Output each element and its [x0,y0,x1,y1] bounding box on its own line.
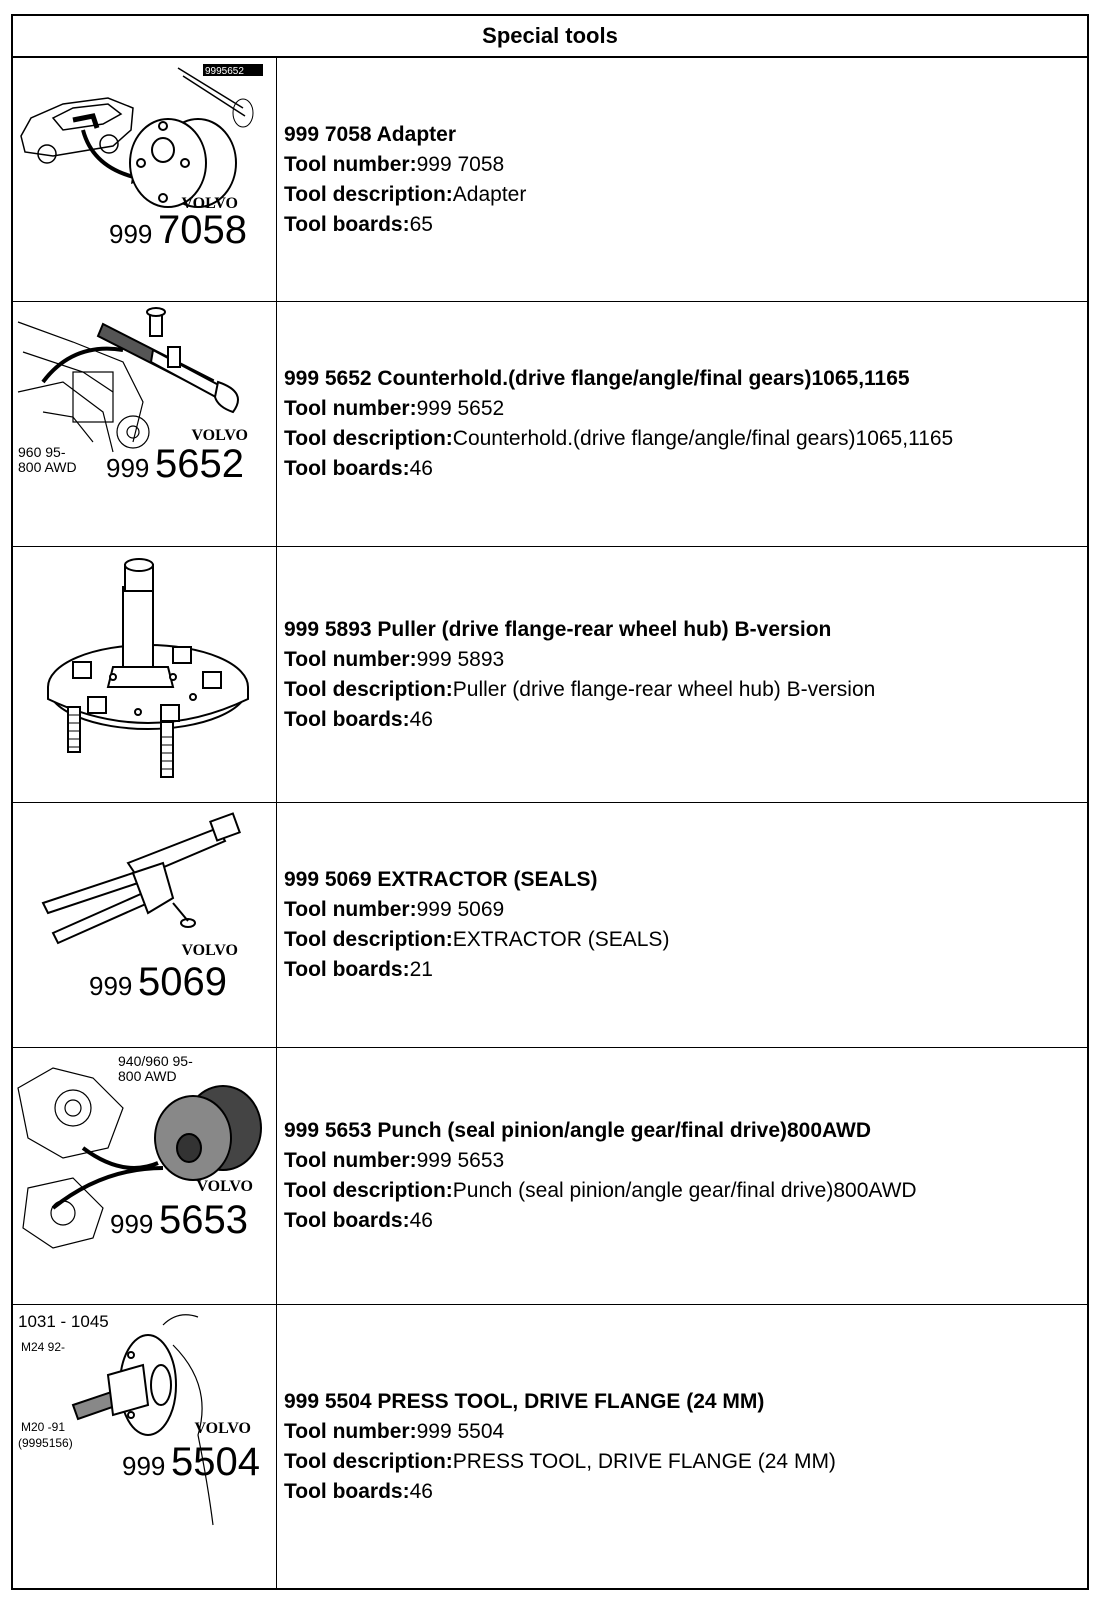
tool-info [277,803,1087,1047]
tool-heading: 999 5652 Counterhold.(drive flange/angle/final gears)1065,1165 [284,367,910,390]
tool-illustration-counterhold [13,302,277,546]
volvo-brand-label: VOLVO [196,1178,253,1195]
tool-description-value: Punch (seal pinion/angle gear/final drive)800AWD [452,1179,917,1202]
car-icon [21,98,133,163]
tool-info [277,1048,1087,1304]
extractor-icon [43,813,240,943]
page-title: Special tools [13,16,1087,58]
tool-row [13,58,1087,301]
tool-heading: 999 5504 PRESS TOOL, DRIVE FLANGE (24 MM) [284,1389,765,1413]
tool-code-suffix: 5652 [155,442,244,486]
model-note-2: 800 AWD [118,1068,177,1084]
tool-number-value: 999 5069 [416,898,505,921]
tool-description-label: Tool description: [284,427,453,450]
tool-description-value: PRESS TOOL, DRIVE FLANGE (24 MM) [452,1449,836,1473]
tool-number-value: 999 5504 [416,1419,505,1443]
volvo-brand-label: VOLVO [191,427,248,444]
tool-code-prefix: 999 [109,219,153,249]
tool-boards-value: 46 [409,457,433,480]
tool-info [277,302,1087,546]
tool-boards-value: 65 [409,212,433,236]
tool-number-label: Tool number: [284,152,417,176]
tool-code-prefix: 999 [89,971,133,1001]
tool-description-value: Adapter [452,182,527,206]
tool-description-label: Tool description: [284,677,453,701]
tool-info [277,1305,1087,1588]
tool-boards-value: 46 [409,1479,433,1503]
tool-boards-value: 21 [409,958,433,981]
drive-flange-icon [73,1335,176,1435]
tool-row [13,546,1087,802]
tool-heading: 999 5069 EXTRACTOR (SEALS) [284,868,598,891]
volvo-brand-label: VOLVO [194,1420,251,1437]
tool-number-label: Tool number: [284,1419,417,1443]
final-drive-icon [18,1068,123,1248]
tool-heading: 999 7058 Adapter [284,122,456,146]
tool-boards-value: 46 [409,1209,433,1232]
tool-number-value: 999 5653 [416,1149,505,1172]
tool-description-value: Counterhold.(drive flange/angle/final gears)1065,1165 [452,427,954,450]
tool-description-value: Puller (drive flange-rear wheel hub) B-version [452,677,876,701]
tool-description-label: Tool description: [284,182,453,206]
tool-row [13,1304,1087,1588]
special-tools-table [11,14,1089,1590]
tool-info [277,58,1087,301]
tool-number-value: 999 5652 [416,397,505,420]
tool-boards-value: 46 [409,707,433,731]
model-note-4: (9995156) [18,1436,73,1450]
tool-info [277,547,1087,802]
tool-boards-label: Tool boards: [284,212,410,236]
tool-code-suffix: 5504 [171,1440,260,1484]
model-note-2: M24 92- [21,1340,66,1354]
tool-boards-label: Tool boards: [284,457,410,480]
tool-heading: 999 5893 Puller (drive flange-rear wheel hub) B-version [284,617,832,641]
tool-tag-label: 9995652 [205,66,244,77]
tool-number-value: 999 7058 [416,152,505,176]
volvo-brand-label: VOLVO [181,942,238,959]
tool-heading: 999 5653 Punch (seal pinion/angle gear/final drive)800AWD [284,1119,872,1142]
tool-number-label: Tool number: [284,647,417,671]
tool-code-suffix: 7058 [158,208,247,252]
tool-illustration-puller [13,547,277,802]
tool-code-prefix: 999 [106,453,150,483]
tool-illustration-punch [13,1048,277,1304]
tool-description-label: Tool description: [284,1449,453,1473]
model-note-1: 940/960 95- [118,1053,193,1069]
model-note-3: M20 -91 [21,1420,66,1434]
tool-description-label: Tool description: [284,928,453,951]
adapter-icon [130,119,236,207]
tool-code-suffix: 5069 [138,960,227,1004]
volvo-brand-label: VOLVO [181,195,238,212]
tool-illustration-press-tool [13,1305,277,1588]
punch-icon [155,1086,261,1180]
tool-boards-label: Tool boards: [284,707,410,731]
tool-boards-label: Tool boards: [284,958,410,981]
tool-row [13,1047,1087,1304]
tool-boards-label: Tool boards: [284,1479,410,1503]
tool-boards-label: Tool boards: [284,1209,410,1232]
tool-illustration-adapter [13,58,277,301]
tool-row [13,802,1087,1047]
tool-code-prefix: 999 [122,1451,166,1481]
tool-description-value: EXTRACTOR (SEALS) [452,928,670,951]
tool-number-value: 999 5893 [416,647,505,671]
tool-illustration-extractor [13,803,277,1047]
tool-code-prefix: 999 [110,1209,154,1239]
tool-number-label: Tool number: [284,898,417,921]
tool-description-label: Tool description: [284,1179,453,1202]
model-note-1: 960 95- [18,444,66,460]
model-note-1: 1031 - 1045 [18,1312,109,1331]
tool-row [13,301,1087,546]
tool-number-label: Tool number: [284,397,417,420]
tool-number-label: Tool number: [284,1149,417,1172]
tool-code-suffix: 5653 [159,1198,248,1242]
model-note-2: 800 AWD [18,459,77,475]
puller-icon [48,559,248,777]
